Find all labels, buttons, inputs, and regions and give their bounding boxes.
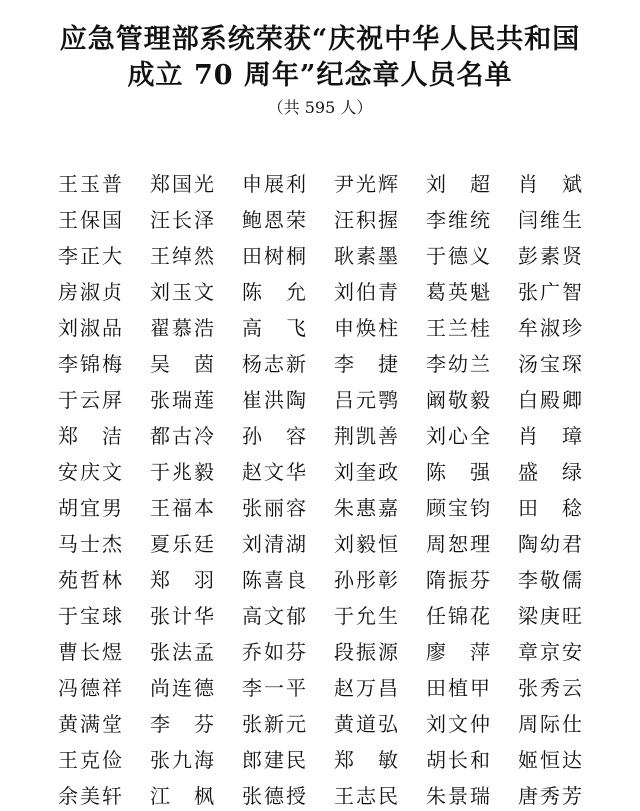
person-name: 葛英魁	[426, 280, 490, 304]
person-name: 王福本	[150, 496, 214, 520]
person-name: 刘奎政	[334, 460, 398, 484]
person-name: 梁庚旺	[518, 604, 582, 628]
person-name: 孙 容	[242, 424, 306, 448]
person-name: 王绰然	[150, 244, 214, 268]
person-name: 于兆毅	[150, 460, 214, 484]
person-name: 黄道弘	[334, 712, 398, 736]
person-name: 李一平	[242, 676, 306, 700]
person-name: 张瑞莲	[150, 388, 214, 412]
person-name: 赵文华	[242, 460, 306, 484]
person-name: 张新元	[242, 712, 306, 736]
person-name: 赵万昌	[334, 676, 398, 700]
person-name: 吕元鹗	[334, 388, 398, 412]
person-name: 张九海	[150, 748, 214, 772]
person-name: 李锦梅	[58, 352, 122, 376]
person-name: 张德授	[242, 784, 306, 808]
person-name: 廖 萍	[426, 640, 490, 664]
person-name: 李维统	[426, 208, 490, 232]
person-name: 郎建民	[242, 748, 306, 772]
person-name: 汤宝琛	[518, 352, 582, 376]
person-name: 阚敬毅	[426, 388, 490, 412]
person-name: 张计华	[150, 604, 214, 628]
document-subtitle-count: （共 595 人）	[267, 98, 373, 117]
person-name: 周恕理	[426, 532, 490, 556]
person-name: 李正大	[58, 244, 122, 268]
person-name: 郑 羽	[150, 568, 214, 592]
person-name: 田树桐	[242, 244, 306, 268]
person-name: 崔洪陶	[242, 388, 306, 412]
person-name: 申展利	[242, 172, 306, 196]
person-name: 尚连德	[150, 676, 214, 700]
person-name: 荆凯善	[334, 424, 398, 448]
person-name: 乔如芬	[242, 640, 306, 664]
person-name: 胡长和	[426, 748, 490, 772]
person-name: 隋振芬	[426, 568, 490, 592]
person-name: 周际仕	[518, 712, 582, 736]
person-name: 孙彤彰	[334, 568, 398, 592]
person-name: 于允生	[334, 604, 398, 628]
person-name: 申焕柱	[334, 316, 398, 340]
person-name: 陈喜良	[242, 568, 306, 592]
person-name: 李 捷	[334, 352, 398, 376]
person-name: 张丽容	[242, 496, 306, 520]
person-name: 郑国光	[150, 172, 214, 196]
person-name: 杨志新	[242, 352, 306, 376]
person-name: 刘伯青	[334, 280, 398, 304]
person-name: 王志民	[334, 784, 398, 808]
person-name: 安庆文	[58, 460, 122, 484]
person-name: 耿素墨	[334, 244, 398, 268]
person-name: 王克俭	[58, 748, 122, 772]
person-name: 刘玉文	[150, 280, 214, 304]
person-name: 余美轩	[58, 784, 122, 808]
person-name: 刘毅恒	[334, 532, 398, 556]
person-name: 姬恒达	[518, 748, 582, 772]
person-name: 高文郁	[242, 604, 306, 628]
person-name: 房淑贞	[58, 280, 122, 304]
person-name: 于德义	[426, 244, 490, 268]
person-name: 翟慕浩	[150, 316, 214, 340]
person-name: 冯德祥	[58, 676, 122, 700]
person-name: 段振源	[334, 640, 398, 664]
person-name: 刘淑品	[58, 316, 122, 340]
person-name: 李幼兰	[426, 352, 490, 376]
person-name: 陈 允	[242, 280, 306, 304]
person-name: 任锦花	[426, 604, 490, 628]
person-name: 牟淑珍	[518, 316, 582, 340]
person-name: 汪长泽	[150, 208, 214, 232]
person-name: 尹光辉	[334, 172, 398, 196]
person-name: 郑 敏	[334, 748, 398, 772]
person-name: 王保国	[58, 208, 122, 232]
person-name: 王玉普	[58, 172, 122, 196]
person-name: 朱景瑞	[426, 784, 490, 808]
person-name: 张法孟	[150, 640, 214, 664]
person-name: 于宝球	[58, 604, 122, 628]
person-name: 马士杰	[58, 532, 122, 556]
person-name: 刘文仲	[426, 712, 490, 736]
person-name: 汪积握	[334, 208, 398, 232]
person-name: 曹长煜	[58, 640, 122, 664]
person-name: 刘清湖	[242, 532, 306, 556]
person-name: 张广智	[518, 280, 582, 304]
person-name: 胡宜男	[58, 496, 122, 520]
person-name: 黄满堂	[58, 712, 122, 736]
person-name: 唐秀芳	[518, 784, 582, 808]
person-name: 章京安	[518, 640, 582, 664]
person-name: 白殿卿	[518, 388, 582, 412]
document-title-line-2: 成立 70 周年”纪念章人员名单	[127, 60, 513, 91]
person-name: 吴 茵	[150, 352, 214, 376]
person-name: 刘心全	[426, 424, 490, 448]
person-name: 于云屏	[58, 388, 122, 412]
person-name: 王兰桂	[426, 316, 490, 340]
person-name: 陶幼君	[518, 532, 582, 556]
person-name: 田植甲	[426, 676, 490, 700]
person-name: 郑 洁	[58, 424, 122, 448]
person-name: 朱惠嘉	[334, 496, 398, 520]
person-name: 夏乐廷	[150, 532, 214, 556]
person-name: 刘 超	[426, 172, 490, 196]
person-name: 张秀云	[518, 676, 582, 700]
person-name: 顾宝钧	[426, 496, 490, 520]
person-name: 彭素贤	[518, 244, 582, 268]
person-name: 江 枫	[150, 784, 214, 808]
person-name: 都古冷	[150, 424, 214, 448]
person-name: 鲍恩荣	[242, 208, 306, 232]
person-name: 李 芬	[150, 712, 214, 736]
document-title-line-1: 应急管理部系统荣获“庆祝中华人民共和国	[59, 24, 581, 55]
person-name: 肖 斌	[518, 172, 582, 196]
person-name: 李敬儒	[518, 568, 582, 592]
name-list-grid	[58, 166, 610, 811]
person-name: 盛 绿	[518, 460, 582, 484]
person-name: 肖 璋	[518, 424, 582, 448]
person-name: 高 飞	[242, 316, 306, 340]
person-name: 闫维生	[518, 208, 582, 232]
person-name: 陈 强	[426, 460, 490, 484]
person-name: 田 稔	[518, 496, 582, 520]
person-name: 苑哲林	[58, 568, 122, 592]
